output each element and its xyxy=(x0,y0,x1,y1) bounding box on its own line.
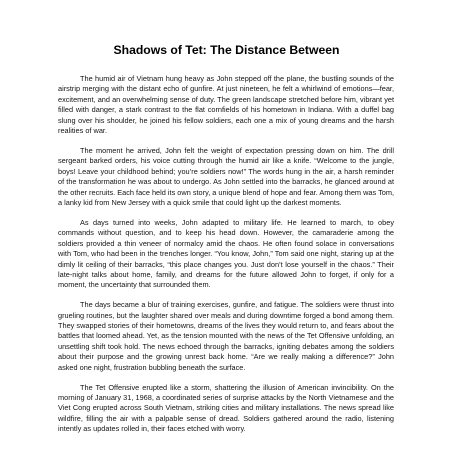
paragraph: The humid air of Vietnam hung heavy as John stepped off the plane, the bustling sounds of the airstrip merging with the distant echo of gunfire. At just nineteen, he felt a whirlwind of emotions—fear, excitement, and an overwhelming sense of duty. The green landscape stretched before him, vibrant yet filled with danger, a stark contrast to the flat cornfields of his hometown in Indiana. With a duffel bag slung over his shoulder, he joined his fellow soldiers, each one a mix of young dreams and the harsh realities of war. xyxy=(58,74,394,136)
paragraph: The Tet Offensive erupted like a storm, shattering the illusion of American invincibility. On the morning of January 31, 1968, a coordinated series of surprise attacks by the North Vietnamese and the Viet Cong erupted across South Vietnam, striking cities and military installations. The news spread like wildfire, filling the air with a palpable sense of dread. Soldiers gathered around the radio, listening intently as updates rolled in, their faces etched with worry. xyxy=(58,382,394,434)
document-body xyxy=(58,74,394,444)
paragraph: The days became a blur of training exercises, gunfire, and fatigue. The soldiers were thrust into grueling routines, but the laughter shared over meals and during downtime forged a bond among them. They swapped stories of their hometowns, dreams of the lives they would return to, and fears about the battles that loomed ahead. Yet, as the tension mounted with the news of the Tet Offensive unfolding, an unsettling shift took hold. The news echoed through the barracks, igniting debates among the soldiers about their purpose and the growing unrest back home. “Are we really making a difference?” John asked one night, frustration bubbling beneath the surface. xyxy=(58,300,394,372)
document-title: Shadows of Tet: The Distance Between xyxy=(113,43,340,57)
paragraph: The moment he arrived, John felt the weight of expectation pressing down on him. The drill sergeant barked orders, his voice cutting through the humid air like a knife. “Welcome to the jungle, boys! Leave your childhood behind; you’re soldiers now!” The words hung in the air, a harsh reminder of the transformation he was about to undergo. As John settled into the barracks, he glanced around at the other recruits. Each face held its own story, a unique blend of hope and fear. Among them was Tom, a lanky kid from New Jersey with a quick smile that could light up the darkest moments. xyxy=(58,145,394,207)
paragraph: As days turned into weeks, John adapted to military life. He learned to march, to obey commands without question, and to keep his head down. However, the camaraderie among the soldiers provided a thin veneer of normalcy amid the chaos. He often found solace in conversations with Tom, who had been in the trenches longer. “You know, John,” Tom said one night, staring up at the dimly lit ceiling of their barracks, “this place changes you. Just don’t lose yourself in the chaos.” Their late-night talks about home, family, and dreams for the future allowed John to forget, if only for a moment, the uncertainty that surrounded them. xyxy=(58,217,394,290)
